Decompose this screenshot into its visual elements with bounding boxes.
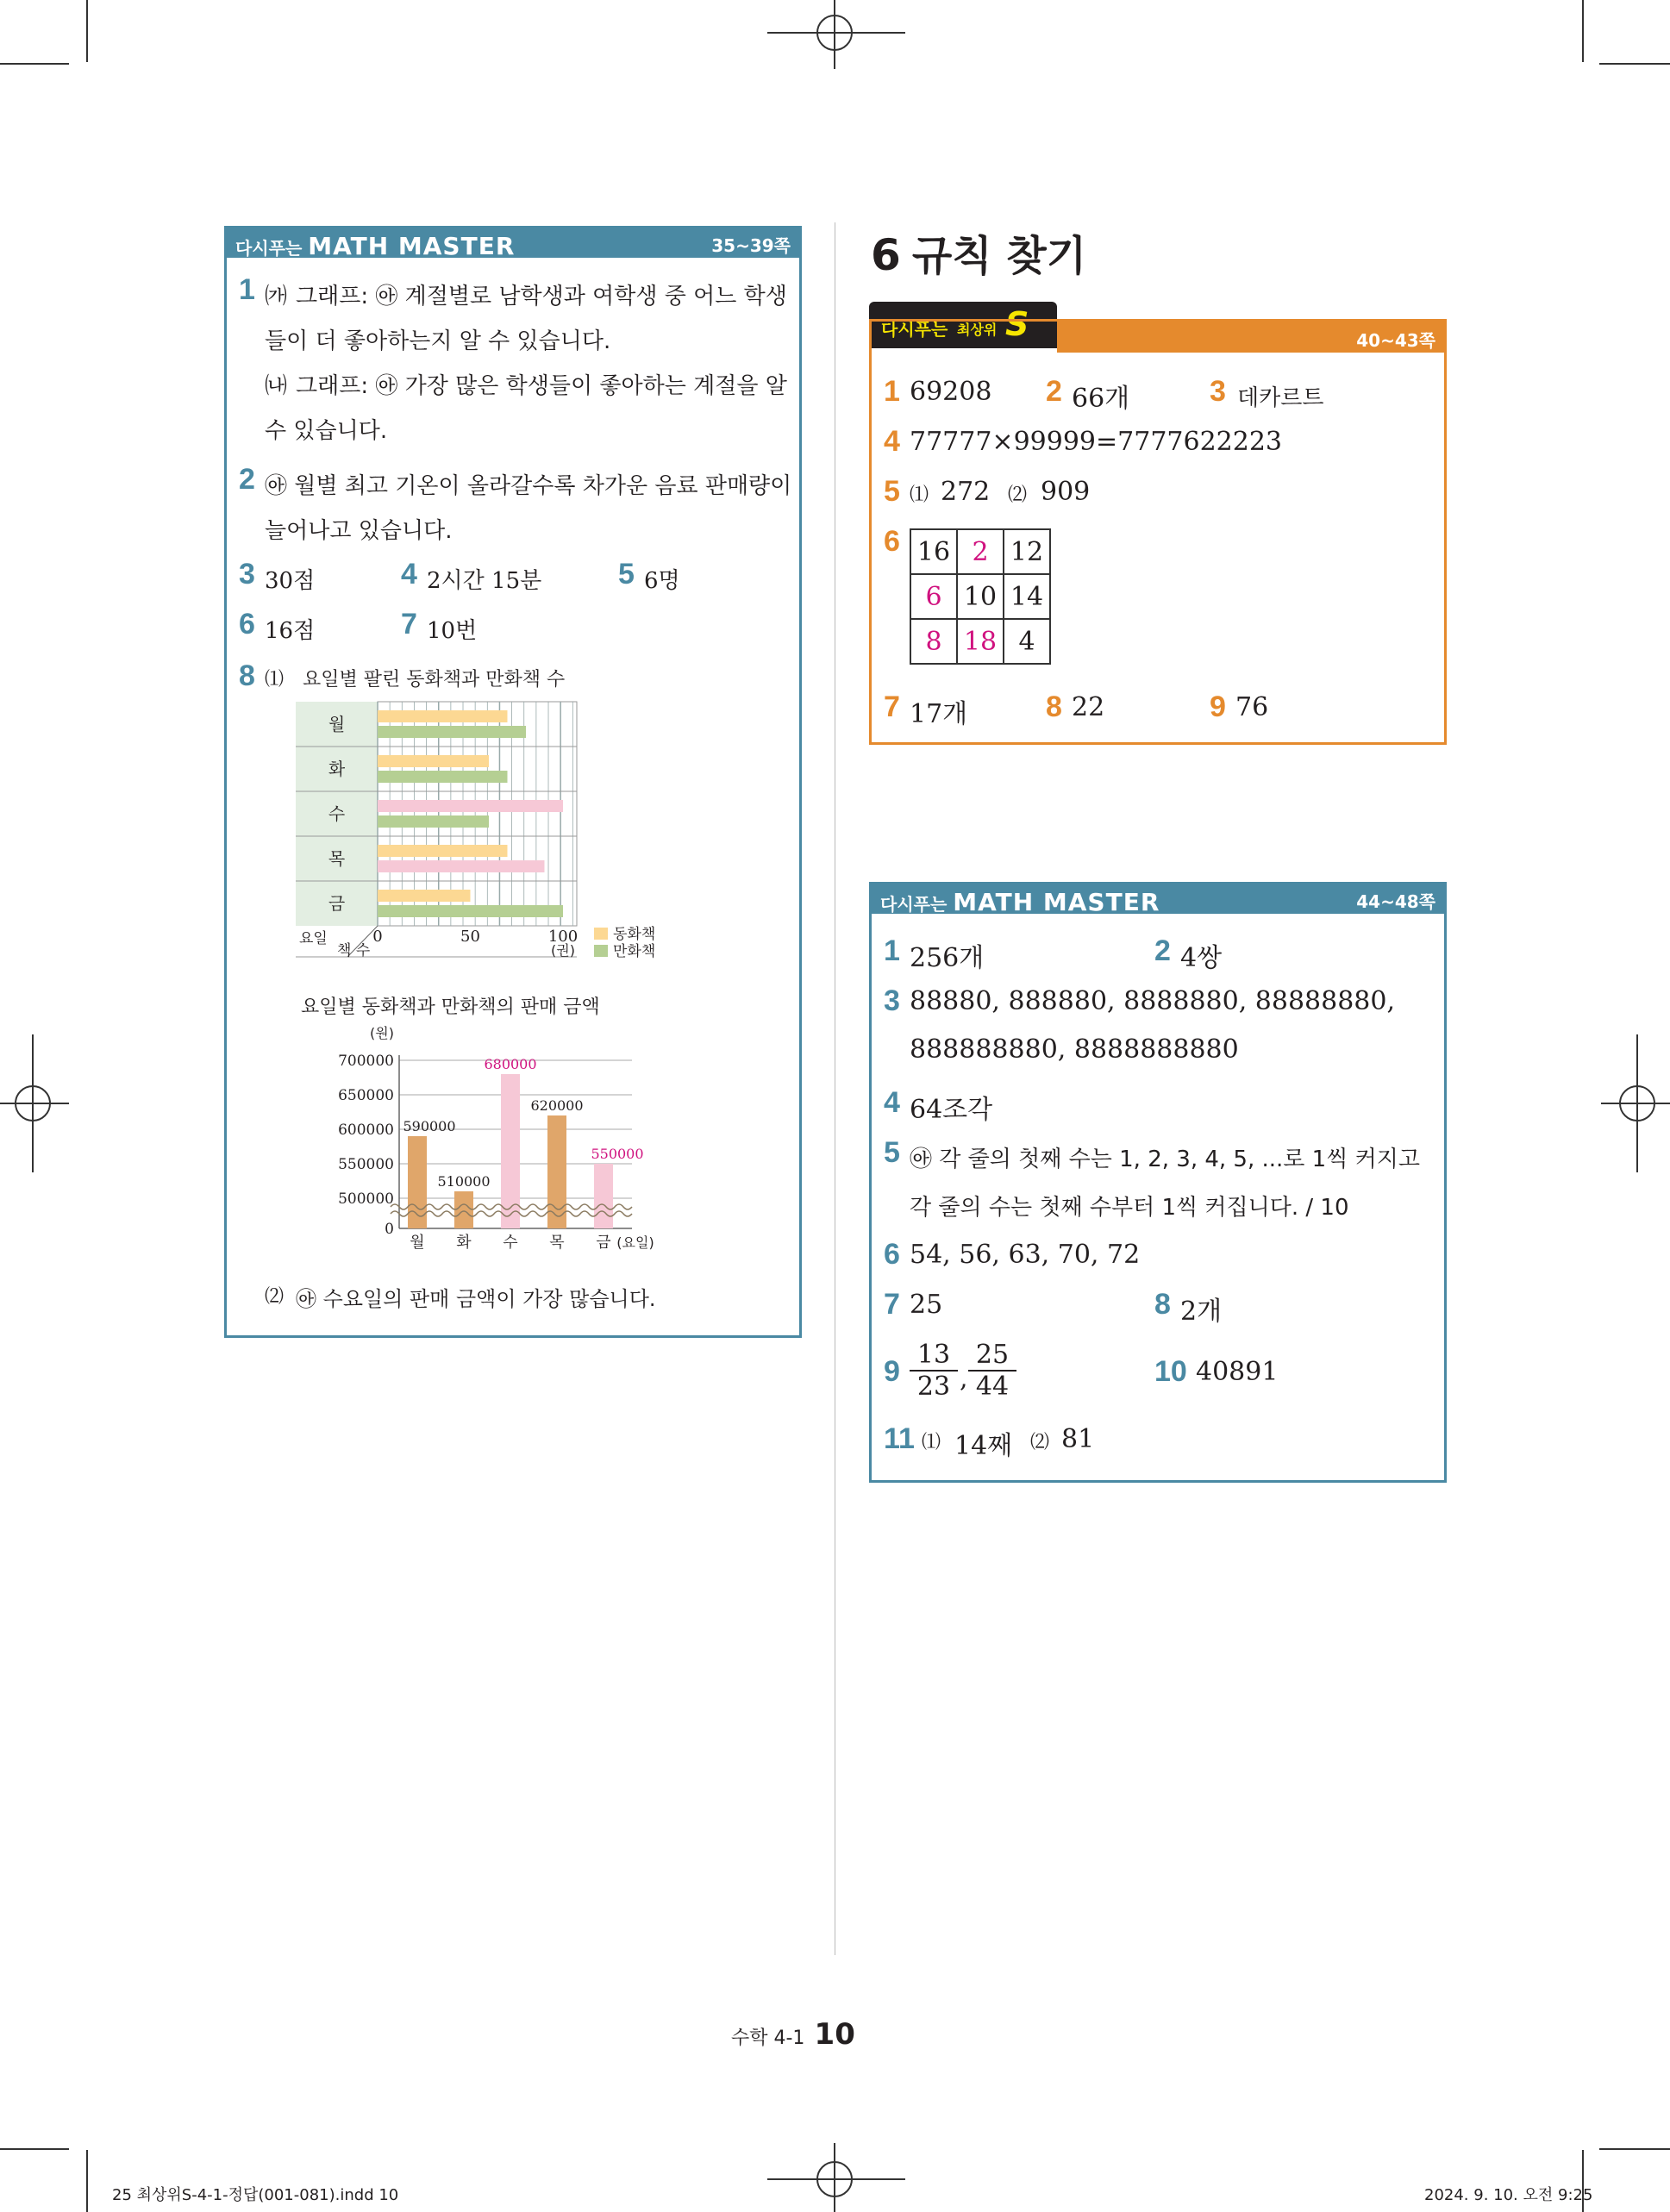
x-tick-label: 50: [460, 928, 480, 946]
chapter-number: 6: [871, 230, 901, 280]
question-number: 6: [884, 1238, 900, 1271]
answer-marker: ⑵: [1030, 1432, 1050, 1453]
x-unit-label: (요일): [616, 1234, 654, 1251]
answer-text: 16점: [265, 618, 316, 644]
bar-chart-book-counts: [296, 698, 675, 983]
crop-mark: [1599, 2148, 1670, 2150]
bar-동화책: [378, 800, 563, 812]
bar-value-label: 550000: [591, 1146, 644, 1162]
question-number: 7: [884, 690, 900, 723]
bar-value-label: 510000: [437, 1173, 491, 1190]
registration-mark-top: [767, 0, 905, 69]
x-tick-label: 100: [547, 928, 579, 946]
answer-text: 69208: [910, 377, 992, 407]
answer-text: 4쌍: [1180, 943, 1223, 973]
answer-marker: ㈎: [265, 284, 288, 309]
grid-cell: 4: [1004, 619, 1050, 664]
category-label: 화: [456, 1234, 472, 1252]
legend-swatch: [594, 928, 608, 940]
left-answer-panel: [224, 226, 802, 1338]
page-range: 44~48쪽: [1356, 891, 1435, 912]
fraction-separator: ,: [960, 1364, 968, 1394]
chart-title: 요일별 팔린 동화책과 만화책 수: [303, 669, 566, 690]
registration-mark-bottom: [767, 2143, 905, 2212]
grid-cell: 18: [957, 619, 1004, 664]
fraction-numerator: 13: [916, 1340, 951, 1370]
bar-동화책: [378, 845, 508, 857]
subject-label: 수학 4-1: [731, 2028, 805, 2049]
answer-text: 66개: [1072, 384, 1130, 414]
answer-text: 22: [1072, 692, 1105, 722]
bar-만화책: [378, 815, 489, 828]
bar-만화책: [378, 726, 526, 738]
answer-text: 2시간 15분: [427, 568, 542, 594]
panel-brand: [880, 888, 1160, 916]
question-number: 5: [618, 558, 635, 590]
y-tick-label: 550000: [338, 1156, 394, 1173]
answer-text: 81: [1061, 1424, 1095, 1454]
right-answer-panel-2: [869, 882, 1447, 1483]
answer-text: 2개: [1180, 1297, 1223, 1327]
grid-cell: 10: [957, 574, 1004, 619]
panel-brand: [235, 232, 515, 260]
page-range: 35~39쪽: [711, 235, 791, 256]
answer-text: 88880, 888880, 8888880, 88888880,: [910, 986, 1396, 1016]
fraction-numerator: 25: [975, 1340, 1010, 1370]
legend-label: 동화책: [613, 926, 656, 943]
answer-text: 272: [941, 477, 991, 507]
grid-cell: 2: [957, 529, 1004, 574]
sales-bar: [594, 1164, 613, 1228]
question-number: 8: [239, 659, 255, 692]
question-number: 3: [1210, 375, 1226, 408]
brand-logo-icon: S: [1005, 305, 1029, 343]
legend-label: 만화책: [613, 943, 656, 960]
x-tick-label: 0: [372, 928, 383, 946]
chart-title: 요일별 동화책과 만화책의 판매 금액: [301, 997, 600, 1018]
question-number: 8: [1154, 1288, 1171, 1321]
answer-marker: ㈏: [265, 373, 288, 399]
question-number: 5: [884, 475, 900, 508]
question-number: 6: [884, 525, 900, 558]
grid-cell: 8: [910, 619, 957, 664]
answer-text: 30점: [265, 568, 316, 594]
x-unit-label: (권): [551, 942, 575, 959]
answer-text: 888888880, 8888888880: [910, 1034, 1239, 1065]
y-tick-label: 600000: [338, 1122, 394, 1139]
brand-prefix: 다시푸는: [235, 238, 303, 259]
left-panel-header: [227, 228, 799, 258]
legend-swatch: [594, 945, 608, 957]
answer-text: 그래프: ㉵ 가장 많은 학생들이 좋아하는 계절을 알: [296, 373, 787, 399]
registration-mark-left: [0, 1034, 69, 1172]
answer-text: 10번: [427, 618, 478, 644]
answer-text: 64조각: [910, 1095, 993, 1125]
question-number: 4: [884, 425, 900, 458]
question-number: 5: [884, 1136, 900, 1169]
bar-만화책: [378, 771, 508, 783]
category-label: 수: [328, 803, 346, 824]
bar-만화책: [378, 860, 545, 872]
answer-text: 77777×99999=7777622223: [910, 427, 1283, 457]
fraction-denominator: 44: [968, 1370, 1016, 1402]
category-label: 수: [503, 1234, 518, 1252]
answer-text: 17개: [910, 699, 968, 729]
grid-cell: 12: [1004, 529, 1050, 574]
crop-mark: [0, 63, 69, 65]
bar-value-label: 620000: [530, 1097, 584, 1114]
bar-동화책: [378, 890, 471, 902]
category-label: 화: [328, 759, 346, 779]
bar-만화책: [378, 905, 563, 917]
answer-text: 늘어나고 있습니다.: [265, 518, 453, 544]
chapter-title: [871, 222, 1086, 282]
brand-title: MATH MASTER: [953, 888, 1160, 916]
sales-bar: [454, 1191, 473, 1228]
crop-mark: [86, 2150, 88, 2212]
answer-marker: ⑴: [922, 1432, 941, 1453]
answer-text: 25: [910, 1290, 943, 1320]
question-number: 9: [1210, 690, 1226, 723]
answer-text: 들이 더 좋아하는지 알 수 있습니다.: [265, 328, 611, 354]
question-number: 2: [1154, 934, 1171, 967]
answer-text: 14째: [954, 1431, 1013, 1461]
question-number: 8: [1046, 690, 1062, 723]
category-label: 금: [596, 1234, 611, 1252]
fraction-denominator: 23: [910, 1370, 958, 1402]
question-number: 1: [884, 375, 900, 408]
file-info: 25 최상위S-4-1-정답(001-081).indd 10: [112, 2186, 399, 2204]
y-tick-label: 0: [385, 1221, 394, 1238]
question-number: 7: [884, 1288, 900, 1321]
fraction: [910, 1340, 958, 1402]
category-label: 목: [328, 848, 346, 869]
brand-prefix: 다시푸는: [881, 319, 948, 340]
question-number: 2: [1046, 375, 1062, 408]
answer-marker: ⑴: [910, 484, 929, 506]
answer-text: ㉵ 월별 최고 기온이 올라갈수록 차가운 음료 판매량이: [265, 473, 792, 499]
category-label: 금: [328, 893, 346, 914]
fraction: [968, 1340, 1016, 1402]
answer-text: 256개: [910, 943, 985, 973]
answer-text: 6명: [644, 568, 680, 594]
y-tick-label: 500000: [338, 1190, 394, 1208]
registration-mark-right: [1601, 1034, 1670, 1172]
panel-header-bar: [1057, 322, 1444, 353]
magic-square-grid: [910, 528, 1051, 665]
right-panel-2-header: [872, 884, 1444, 914]
question-number: 1: [239, 273, 255, 306]
bar-value-label: 590000: [403, 1118, 456, 1134]
question-number: 2: [239, 463, 255, 496]
category-label: 월: [410, 1234, 425, 1252]
crop-mark: [1599, 63, 1670, 65]
answer-text: 데카르트: [1237, 385, 1324, 411]
answer-marker: ⑵: [265, 1286, 285, 1308]
question-number: 3: [239, 558, 255, 590]
crop-mark: [1582, 0, 1584, 62]
category-label: 목: [549, 1234, 565, 1252]
answer-marker: ⑴: [265, 669, 285, 690]
page-footer: [731, 2017, 855, 2052]
chapter-name: 규칙 찾기: [911, 232, 1087, 280]
grid-cell: 6: [910, 574, 957, 619]
crop-mark: [0, 2148, 69, 2150]
x-axis-label: 책 수: [337, 942, 371, 959]
question-number: 1: [884, 934, 900, 967]
answer-text: ㉵ 각 줄의 첫째 수는 1, 2, 3, 4, 5, ...로 1씩 커지고: [910, 1147, 1420, 1172]
bar-동화책: [378, 710, 508, 722]
grid-cell: 16: [910, 529, 957, 574]
question-number: 4: [884, 1086, 900, 1119]
question-number: 6: [239, 608, 255, 640]
right-answer-panel-1: [869, 319, 1447, 745]
question-number: 11: [884, 1422, 915, 1455]
y-axis-label: 요일: [299, 930, 328, 947]
answer-text: 909: [1041, 477, 1091, 507]
grid-cell: 14: [1004, 574, 1050, 619]
answer-text: 54, 56, 63, 70, 72: [910, 1240, 1141, 1270]
answer-text: 76: [1235, 692, 1269, 722]
bar-value-label: 680000: [484, 1056, 537, 1072]
answer-text: 수 있습니다.: [265, 418, 388, 444]
brand-title: 최상위: [957, 322, 998, 338]
category-label: 월: [328, 714, 346, 734]
question-number: 3: [884, 984, 900, 1017]
y-tick-label: 650000: [338, 1087, 394, 1104]
page-range: 40~43쪽: [1356, 330, 1435, 351]
answer-marker: ⑵: [1008, 484, 1028, 506]
brand-prefix: 다시푸는: [880, 894, 948, 915]
page-number: 10: [814, 2017, 855, 2052]
question-number: 10: [1154, 1355, 1187, 1388]
answer-text: 40891: [1196, 1357, 1279, 1387]
y-unit-label: (원): [370, 1026, 394, 1041]
answer-text: 그래프: ㉵ 계절별로 남학생과 여학생 중 어느 학생: [296, 284, 787, 309]
answer-text: ㉵ 수요일의 판매 금액이 가장 많습니다.: [296, 1287, 656, 1311]
answer-text: 각 줄의 수는 첫째 수부터 1씩 커집니다. / 10: [910, 1195, 1349, 1221]
question-number: 9: [884, 1355, 900, 1388]
bar-동화책: [378, 755, 489, 767]
crop-mark: [86, 0, 88, 62]
question-number: 4: [401, 558, 417, 590]
y-tick-label: 700000: [338, 1053, 394, 1070]
brand-title: MATH MASTER: [308, 232, 516, 260]
question-number: 7: [401, 608, 417, 640]
bar-chart-sales: [278, 1026, 675, 1267]
print-date: 2024. 9. 10. 오전 9:25: [1424, 2186, 1593, 2204]
